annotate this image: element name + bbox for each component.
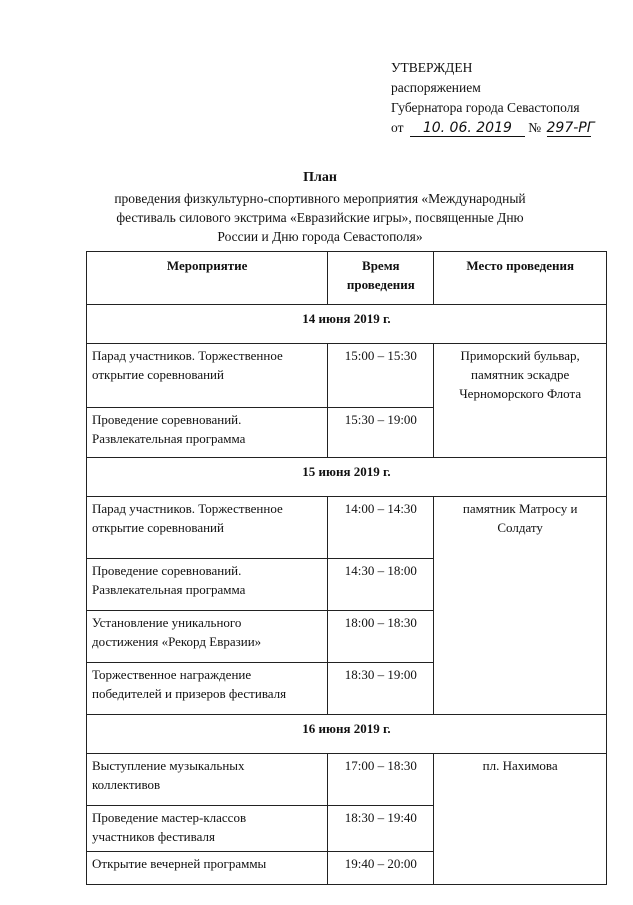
place-line: Черноморского Флота xyxy=(459,386,582,401)
place-line: памятник Матросу и xyxy=(462,501,578,516)
header-time-line2: проведения xyxy=(346,277,415,292)
event-line: Развлекательная программа xyxy=(92,582,246,597)
time-cell: 15:30 – 19:00 xyxy=(328,408,434,458)
event-cell xyxy=(87,611,328,663)
title-line1: проведения физкультурно-спортивного мероприятия «Международный xyxy=(114,191,526,206)
place-line: памятник эскадре xyxy=(471,367,570,382)
event-line: участников фестиваля xyxy=(92,829,215,844)
event-cell xyxy=(87,754,328,806)
place-cell xyxy=(434,344,607,458)
day-date: 14 июня 2019 г. xyxy=(87,305,607,344)
time-cell: 18:30 – 19:40 xyxy=(328,806,434,852)
title-heading: План xyxy=(303,170,337,185)
time-cell: 17:00 – 18:30 xyxy=(328,754,434,806)
approval-block xyxy=(391,58,626,138)
approval-line1: УТВЕРЖДЕН xyxy=(391,60,473,75)
event-line: Проведение соревнований. xyxy=(92,563,242,578)
event-cell xyxy=(87,806,328,852)
time-cell: 15:00 – 15:30 xyxy=(328,344,434,408)
day-row xyxy=(87,458,607,497)
event-line: Парад участников. Торжественное xyxy=(92,501,283,516)
schedule-table xyxy=(86,251,607,885)
event-line: открытие соревнований xyxy=(92,520,224,535)
event-line: победителей и призеров фестиваля xyxy=(92,686,287,701)
header-time xyxy=(328,252,434,305)
ot-label: от xyxy=(391,120,404,135)
event-line: Проведение соревнований. xyxy=(92,412,242,427)
handwritten-date: 10. 06. 2019 xyxy=(410,120,525,137)
day-date: 16 июня 2019 г. xyxy=(87,715,607,754)
handwritten-number: 297-РГ xyxy=(546,120,595,136)
table-row xyxy=(87,344,607,408)
event-cell xyxy=(87,559,328,611)
table-header-row xyxy=(87,252,607,305)
event-line: Проведение мастер-классов xyxy=(92,810,247,825)
day-date: 15 июня 2019 г. xyxy=(87,458,607,497)
title-line3: России и Дню города Севастополя» xyxy=(217,229,423,244)
time-cell: 14:30 – 18:00 xyxy=(328,559,434,611)
event-line: Выступление музыкальных xyxy=(92,758,245,773)
event-cell xyxy=(87,663,328,715)
time-cell: 19:40 – 20:00 xyxy=(328,852,434,885)
day-row xyxy=(87,305,607,344)
approval-line3: Губернатора города Севастополя xyxy=(391,100,580,115)
event-line: Парад участников. Торжественное xyxy=(92,348,283,363)
table-row xyxy=(87,754,607,806)
header-place: Место проведения xyxy=(434,252,607,305)
number-label: № xyxy=(528,120,542,135)
table-row xyxy=(87,497,607,559)
place-cell xyxy=(434,754,607,885)
event-cell xyxy=(87,497,328,559)
place-line: Приморский бульвар, xyxy=(460,348,580,363)
approval-date-line xyxy=(391,118,626,138)
header-time-line1: Время xyxy=(362,258,400,273)
event-line: Развлекательная программа xyxy=(92,431,246,446)
title-line2: фестиваль силового экстрима «Евразийские игры», посвященные Дню xyxy=(116,210,524,225)
event-line: достижения «Рекорд Евразии» xyxy=(92,634,262,649)
place-line: пл. Нахимова xyxy=(482,758,558,773)
time-cell: 18:00 – 18:30 xyxy=(328,611,434,663)
event-line: Установление уникального xyxy=(92,615,242,630)
time-cell: 14:00 – 14:30 xyxy=(328,497,434,559)
event-cell xyxy=(87,344,328,408)
header-event: Мероприятие xyxy=(87,252,328,305)
place-cell xyxy=(434,497,607,715)
approval-line2: распоряжением xyxy=(391,80,481,95)
place-line: Солдату xyxy=(497,520,543,535)
time-cell: 18:30 – 19:00 xyxy=(328,663,434,715)
event-line: Торжественное награждение xyxy=(92,667,252,682)
document-title xyxy=(100,168,540,246)
event-line: коллективов xyxy=(92,777,161,792)
event-line: Открытие вечерней программы xyxy=(92,856,267,871)
event-line: открытие соревнований xyxy=(92,367,224,382)
event-cell xyxy=(87,852,328,885)
day-row xyxy=(87,715,607,754)
event-cell xyxy=(87,408,328,458)
